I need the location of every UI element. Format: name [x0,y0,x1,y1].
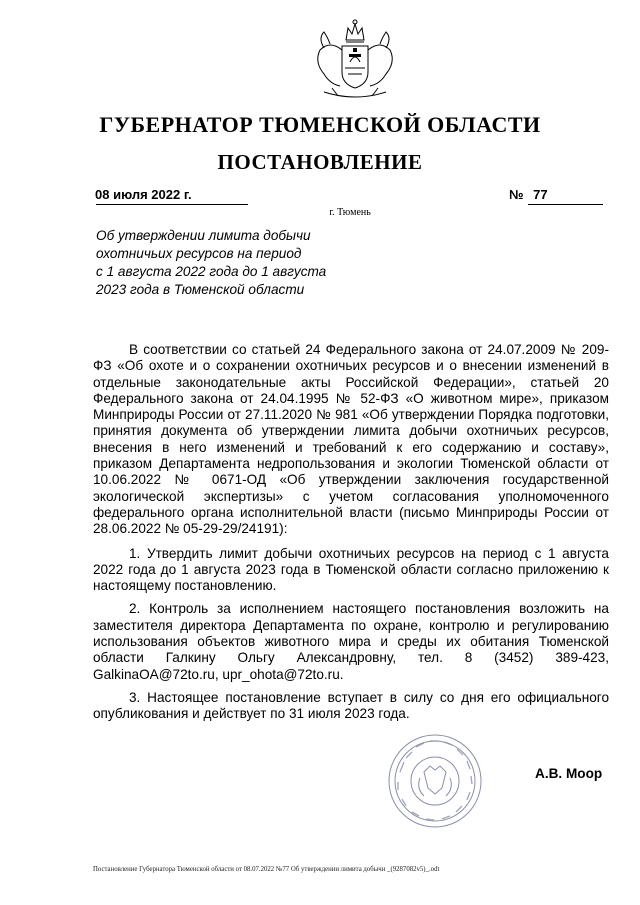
document-body [93,342,609,730]
signer-name: А.В. Моор [535,766,603,781]
authority-title: ГУБЕРНАТОР ТЮМЕНСКОЙ ОБЛАСТИ [99,112,541,137]
number-value: 77 [533,187,548,202]
subject-line: с 1 августа 2022 года до 1 августа [96,264,327,279]
document-date: 08 июля 2022 г. [95,187,192,202]
coat-of-arms-icon [302,18,408,104]
subject-line: Об утверждении лимита добычи [96,228,311,243]
city-label: г. Тюмень [329,207,371,218]
document-type-title: ПОСТАНОВЛЕНИЕ [217,150,423,174]
document-number [509,187,548,202]
item-2-paragraph: 2. Контроль за исполнением настоящего постановления возложить на заместителя директора Департамента по охране, контролю и регулированию использования объектов животного мира и среды их обитания Тюменской области Галкину Ольгу Александровну, тел. 8 (3452) 389-423, GalkinaOA@72to.ru, upr_ohota@72to.ru. [93,601,609,682]
document-footer: Постановление Губернатора Тюменской области от 08.07.2022 №77 Об утверждении лимита добычи _(9287082v5)_.odt [93,866,440,873]
item-1-paragraph: 1. Утвердить лимит добычи охотничьих ресурсов на период с 1 августа 2022 года до 1 августа 2023 года в Тюменской области согласно приложению к настоящему постановлению. [93,545,609,594]
official-seal-icon [386,732,484,830]
subject-line: 2023 года в Тюменской области [96,282,305,297]
number-label: № [509,187,524,202]
subject-line: охотничьих ресурсов на период [96,246,302,261]
preamble-paragraph: В соответствии со статьей 24 Федерального закона от 24.07.2009 № 209-ФЗ «Об охоте и о сохранении охотничьих ресурсов и о внесении изменений в отдельные законодательные акты Российской Федерации», статьей 20 Федерального закона от 24.04.1995 № 52-ФЗ «О животном мире», приказом Минприроды России от 27.11.2020 № 981 «Об утверждении Порядка подготовки, принятия документа об утверждении лимита добычи охотничьих ресурсов, внесения в него изменений и требований к его содержанию и составу», приказом Департамента недропользования и экологии Тюменской области от 10.06.2022 № 0671-ОД «Об утверждении заключения государственной экологической экспертизы» с учетом согласования уполномоченного федерального органа исполнительной власти (письмо Минприроды России от 28.06.2022 № 05-29-29/24191): [93,342,609,537]
document-subject [96,227,356,299]
item-3-paragraph: 3. Настоящее постановление вступает в силу со дня его официального опубликования и действует по 31 июля 2023 года. [93,689,609,722]
date-underline [96,204,248,205]
number-underline [528,204,603,205]
